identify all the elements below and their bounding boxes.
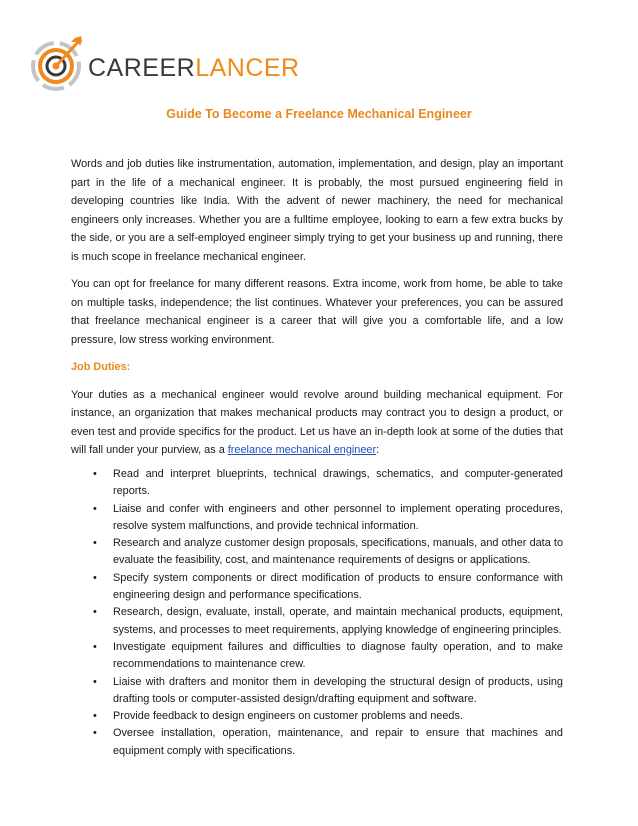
- careerlancer-logo: [30, 32, 300, 92]
- duty-text: Liaise with drafters and monitor them in developing the structural design of products, using drafting tools or computer-assisted design/drafting equipment and software.: [113, 675, 563, 705]
- list-item: [93, 466, 563, 501]
- list-item: [93, 570, 563, 605]
- bullet: •: [93, 727, 97, 740]
- job-duties-heading: Job Duties:: [71, 361, 131, 373]
- bullet: •: [93, 468, 97, 480]
- duty-text: Liaise and confer with engineers and other personnel to implement operating procedures, resolve system malfunctions, and provide technical information.: [113, 502, 563, 532]
- duty-text: Research and analyze customer design proposals, specifications, manuals, and other data to evaluate the feasibility, cost, and maintenance requirements of designs or applications.: [113, 537, 563, 567]
- bullet: •: [93, 537, 97, 550]
- job-duties-intro: [71, 386, 563, 460]
- list-item: [93, 501, 563, 536]
- logo-word-career: CAREER: [88, 53, 196, 82]
- target-arrow-icon: [30, 32, 86, 92]
- job-duties-intro-end: :: [376, 444, 380, 456]
- document-body: [71, 155, 563, 469]
- duty-text: Research, design, evaluate, install, operate, and maintain mechanical products, equipment, systems, and processes to meet requirements, applying knowledge of engineering principles.: [113, 606, 563, 636]
- bullet: •: [93, 710, 97, 723]
- logo-word-lancer: LANCER: [195, 53, 300, 82]
- document-title: Guide To Become a Freelance Mechanical Engineer: [166, 107, 472, 121]
- duty-text: Provide feedback to design engineers on customer problems and needs.: [113, 710, 463, 723]
- duty-text: Investigate equipment failures and difficulties to diagnose faulty operation, and to make recommendations to maintenance crew.: [113, 640, 563, 671]
- bullet: •: [93, 675, 97, 688]
- intro-paragraph-2: You can opt for freelance for many different reasons. Extra income, work from home, be able to take on multiple tasks, independence; the list continues. Whatever your preferences, you can be assured that freelance mechanical engineer is a career that will give you a comfortable life, and a low pressure, low stress working environment.: [71, 278, 563, 346]
- list-item: [93, 674, 563, 709]
- bullet: •: [93, 640, 97, 653]
- logo-wordmark: [88, 54, 300, 83]
- duties-list: [93, 466, 563, 760]
- bullet: •: [93, 571, 97, 584]
- list-item: [93, 604, 563, 639]
- list-item: [93, 535, 563, 570]
- bullet: •: [93, 502, 97, 515]
- intro-paragraph-1: Words and job duties like instrumentation, automation, implementation, and design, play an important part in the life of a mechanical engineer. It is probably, the most pursued engineering field in developing countries like India. With the advent of newer machinery, the need for mechanical engineers only increases. Whether you are a fulltime employee, looking to earn a few extra bucks by the side, or you are a self-employed engineer simply trying to get your business up and running, there is much scope in freelance mechanical engineer.: [71, 158, 563, 263]
- list-item: [93, 639, 563, 674]
- bullet: •: [93, 606, 97, 619]
- job-duties-intro-text: Your duties as a mechanical engineer would revolve around building mechanical equipment. For instance, an organization that makes mechanical products may contract you to design a product, or even test and provide specifics for the product. Let us have an in-depth look at some of the duties that will fall under your purview, as a: [71, 388, 563, 456]
- duty-text: Oversee installation, operation, maintenance, and repair to ensure that machines and equipment comply with specifications.: [113, 727, 563, 757]
- duty-text: Specify system components or direct modification of products to ensure conformance with engineering design and performance specifications.: [113, 571, 563, 602]
- list-item: [93, 708, 563, 725]
- duty-text: Read and interpret blueprints, technical drawings, schematics, and computer-generated reports.: [113, 468, 563, 498]
- freelance-mechanical-engineer-link[interactable]: freelance mechanical engineer: [227, 444, 377, 456]
- list-item: [93, 725, 563, 760]
